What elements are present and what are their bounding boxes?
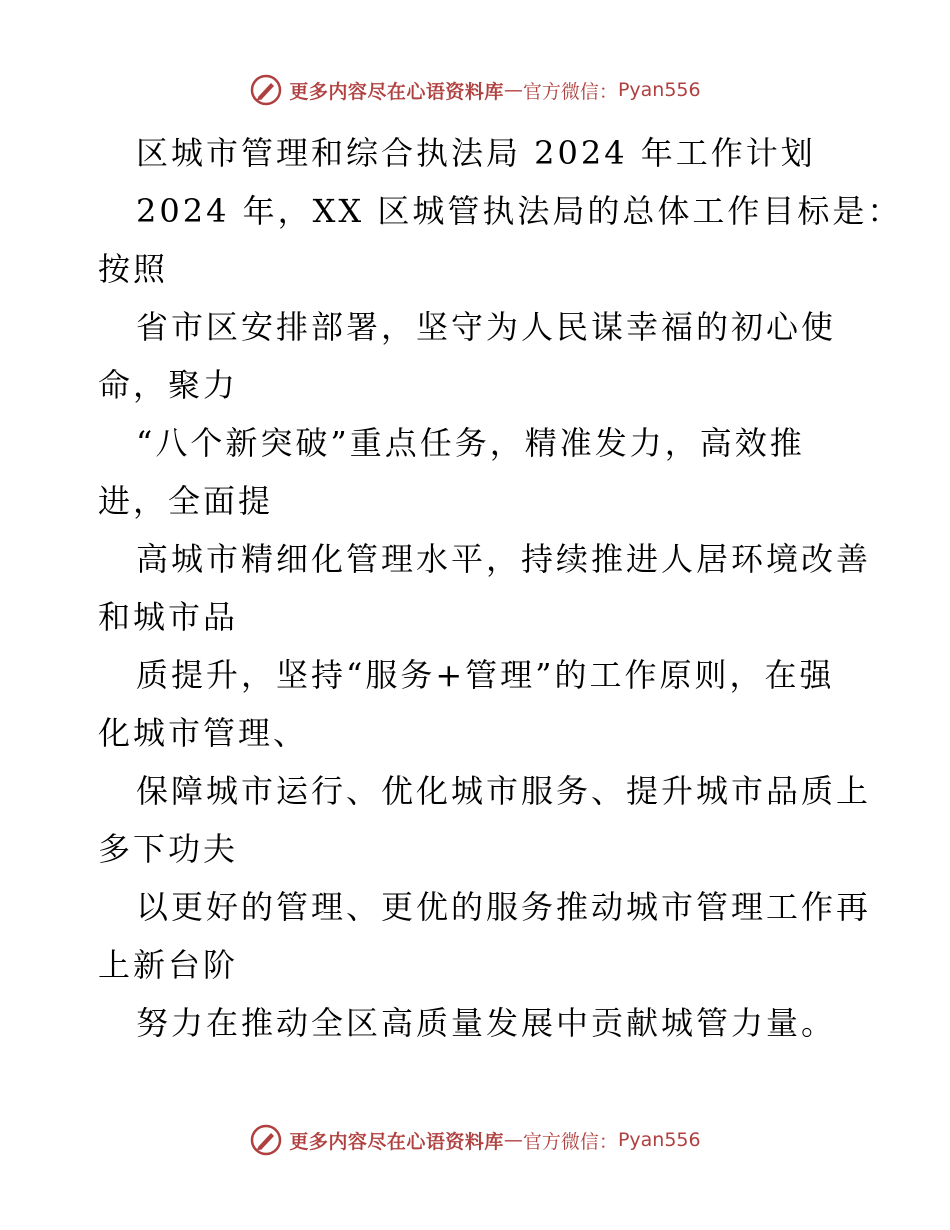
banner-dash: — — [503, 79, 523, 101]
banner-text: 更多内容尽在心语资料库 — [289, 1130, 504, 1153]
banner-contact-label: 官方微信： — [522, 80, 618, 103]
paragraph-line: 和城市品 — [98, 598, 239, 636]
paragraph-line: 化城市管理、 — [98, 714, 309, 752]
paragraph-line: 高城市精细化管理水平，持续推进人居环境改善 — [136, 540, 872, 578]
document-body — [98, 124, 903, 1052]
footer-banner — [0, 1120, 950, 1160]
paragraph-line: “八个新突破”重点任务，精准发力，高效推 — [136, 424, 805, 462]
paragraph-line: 按照 — [98, 250, 169, 288]
paragraph-line: 2024 年，XX 区城管执法局的总体工作目标是： — [136, 192, 903, 230]
paragraph-line: 省市区安排部署，坚守为人民谋幸福的初心使 — [136, 308, 837, 346]
paragraph-line: 保障城市运行、优化城市服务、提升城市品质上 — [136, 772, 872, 810]
banner-contact-label: 官方微信： — [522, 1130, 618, 1153]
paragraph-line: 以更好的管理、更优的服务推动城市管理工作再 — [136, 888, 872, 926]
paragraph-line: 上新台阶 — [98, 946, 239, 984]
paragraph-line: 质提升，坚持“服务+管理”的工作原则，在强 — [136, 656, 835, 694]
paragraph-line: 多下功夫 — [98, 830, 239, 868]
banner-contact-id: Pyan556 — [617, 1129, 701, 1151]
pen-seal-icon — [249, 73, 283, 107]
document-title: 区城市管理和综合执法局 2024 年工作计划 — [136, 134, 816, 172]
header-banner — [0, 70, 950, 110]
banner-dash: — — [503, 1129, 523, 1151]
paragraph-line: 努力在推动全区高质量发展中贡献城管力量。 — [136, 1004, 837, 1042]
pen-seal-icon — [249, 1123, 283, 1157]
paragraph-line: 命，聚力 — [98, 366, 239, 404]
banner-text: 更多内容尽在心语资料库 — [289, 80, 504, 103]
paragraph-line: 进，全面提 — [98, 482, 274, 520]
banner-contact-id: Pyan556 — [617, 79, 701, 101]
